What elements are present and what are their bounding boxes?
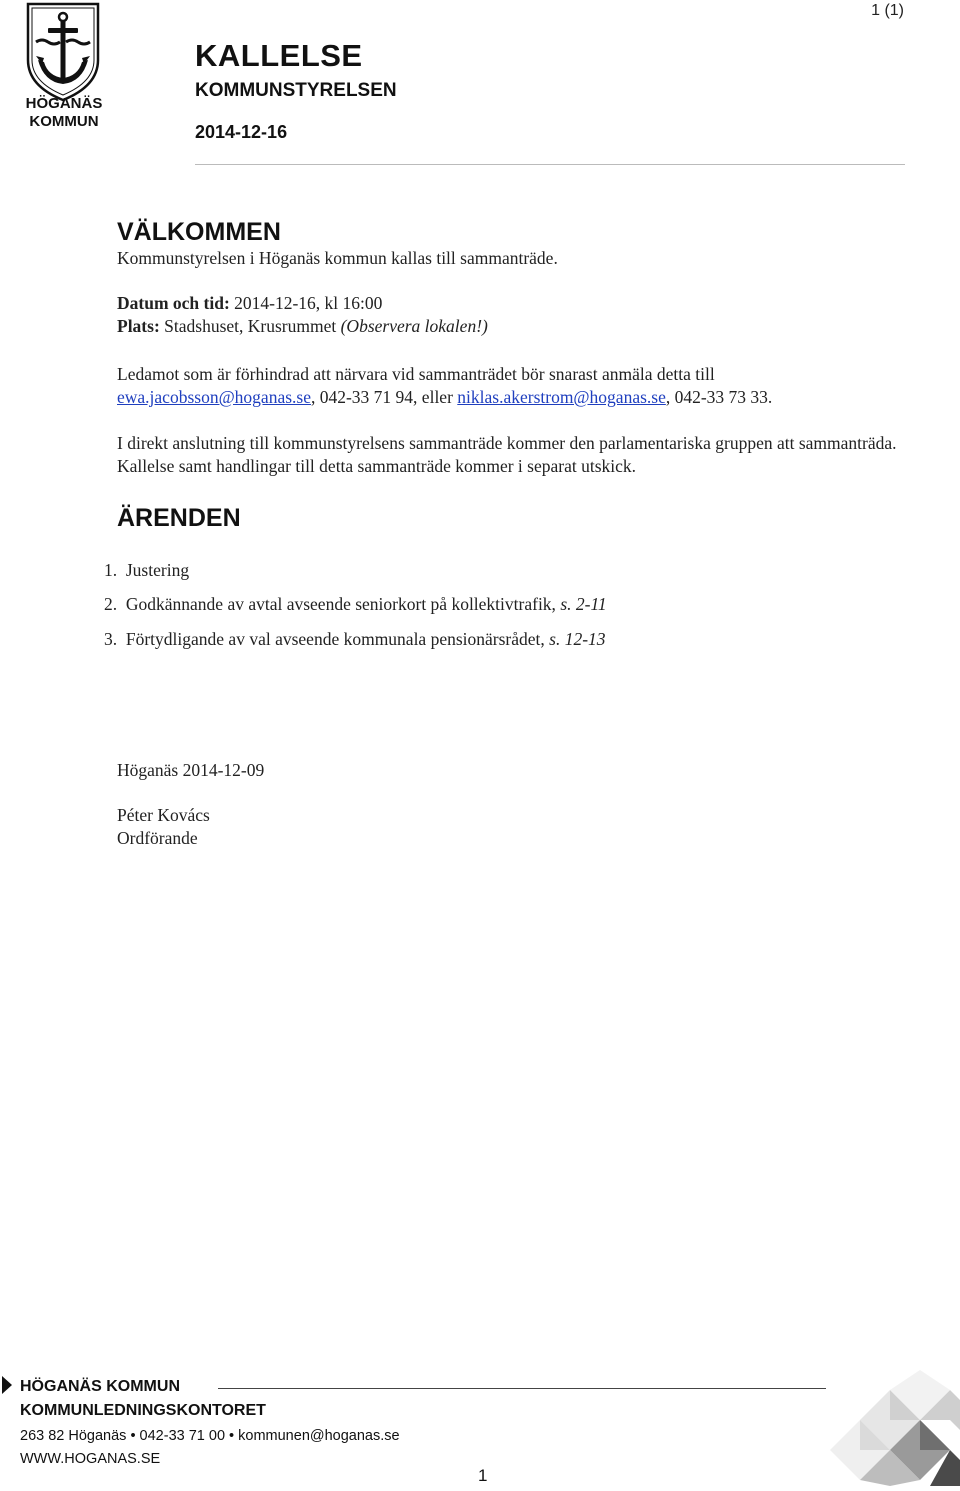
footer-triangle-pattern-icon: [820, 1370, 960, 1486]
meeting-info: [117, 292, 488, 338]
datetime-label: Datum och tid:: [117, 293, 230, 313]
footer-address: 263 82 Höganäs • 042-33 71 00 • kommunen@hoganas.se: [20, 1428, 400, 1444]
place-line: [117, 315, 488, 338]
footer-divider: [218, 1388, 826, 1389]
logo-text-line1: HÖGANÄS: [25, 95, 103, 112]
footer-website: WWW.HOGANAS.SE: [20, 1451, 161, 1467]
footer-department: KOMMUNLEDNINGSKONTORET: [20, 1402, 266, 1419]
document-title: KALLELSE: [195, 38, 363, 73]
agenda-item-number: 1.: [104, 560, 118, 580]
contact2-email-link[interactable]: niklas.akerstrom@hoganas.se: [457, 387, 666, 407]
agenda-item: [104, 594, 607, 615]
agenda-item-title: Justering: [125, 560, 190, 580]
hoganas-kommun-logo: [14, 2, 114, 130]
agenda-item-pages: s. 12-13: [549, 629, 606, 649]
header-divider: [195, 164, 905, 165]
absence-notice: [117, 363, 897, 409]
logo-text-line2: KOMMUN: [29, 113, 99, 130]
agenda-item-number: 2.: [104, 594, 118, 614]
contact2-phone: , 042-33 73 33.: [665, 387, 773, 407]
coat-of-arms-icon: [14, 2, 114, 130]
contact1-email-link[interactable]: ewa.jacobsson@hoganas.se: [117, 387, 311, 407]
agenda-item: [104, 560, 189, 581]
agenda-item-title: Förtydligande av val avseende kommunala pensionärsrådet,: [125, 629, 550, 649]
place-label: Plats:: [117, 316, 160, 336]
welcome-heading: VÄLKOMMEN: [117, 218, 281, 246]
page-indicator: 1 (1): [871, 2, 904, 19]
datetime-value: 2014-12-16, kl 16:00: [229, 293, 383, 313]
agenda-item-title: Godkännande av avtal avseende seniorkort på kollektivtrafik,: [125, 594, 561, 614]
agenda-item-number: 3.: [104, 629, 118, 649]
footer-page-number: 1: [478, 1466, 488, 1485]
contact1-phone: , 042-33 71 94, eller: [310, 387, 458, 407]
place-value: Stadshuset, Krusrummet: [159, 316, 341, 336]
notice-text: Ledamot som är förhindrad att närvara vid sammanträdet bör snarast anmäla detta till: [117, 364, 715, 384]
footer-arrow-icon: [0, 1375, 14, 1395]
document-subtitle: KOMMUNSTYRELSEN: [195, 80, 397, 101]
signoff-place-date: Höganäs 2014-12-09: [117, 760, 265, 780]
signer-role: Ordförande: [117, 828, 198, 848]
signer-name: Péter Kovács: [117, 805, 210, 825]
agenda-heading: ÄRENDEN: [117, 504, 241, 532]
agenda-item-pages: s. 2-11: [560, 594, 607, 614]
intro-text: Kommunstyrelsen i Höganäs kommun kallas till sammanträde.: [117, 248, 558, 268]
datetime-line: [117, 292, 488, 315]
agenda-item: [104, 629, 606, 650]
document-date: 2014-12-16: [195, 122, 288, 142]
parliamentary-group-text: I direkt anslutning till kommunstyrelsens sammanträde kommer den parlamentariska gruppen att sammanträda. Kallelse samt handlingar till detta sammanträde kommer i separat utskick.: [117, 433, 897, 476]
footer-organization: HÖGANÄS KOMMUN: [20, 1378, 180, 1395]
place-note: (Observera lokalen!): [340, 316, 488, 336]
